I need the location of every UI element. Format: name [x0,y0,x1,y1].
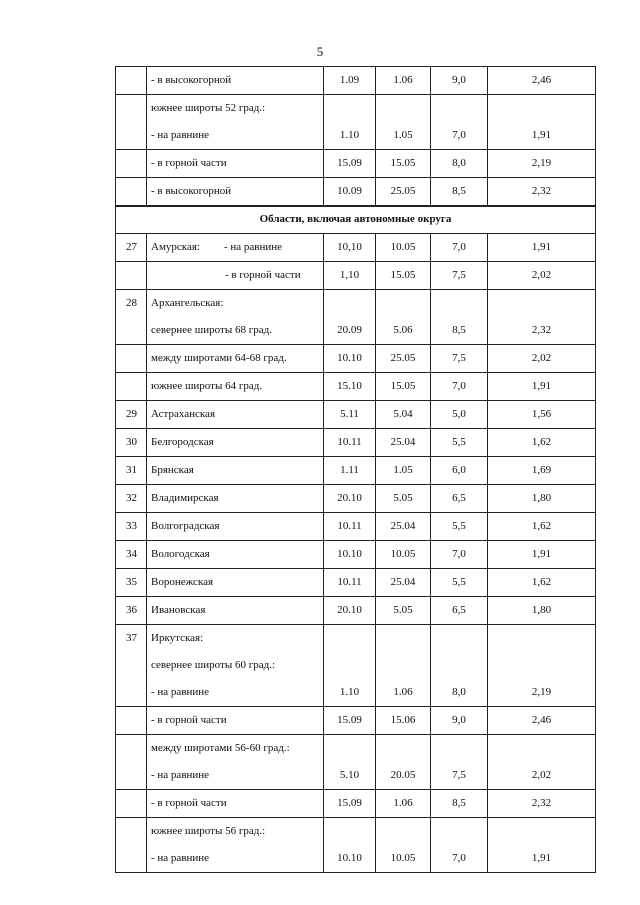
cell-c: 7,0 [431,122,488,150]
row-number [116,818,147,846]
cell-b: 1.06 [376,679,431,707]
cell-d: 2,02 [488,762,596,790]
table-row [116,122,596,150]
cell-a: 20.10 [324,485,376,513]
cell-c: 6,5 [431,597,488,625]
cell-a: 1.10 [324,122,376,150]
table-row [116,429,596,457]
cell-d: 1,91 [488,845,596,873]
cell-a [324,652,376,679]
table-row [116,67,596,95]
cell-b: 1.05 [376,457,431,485]
cell-b: 20.05 [376,762,431,790]
row-number [116,345,147,373]
row-name: - в горной части [147,790,324,818]
row-name: Брянская [147,457,324,485]
region-name: Амурская: [151,241,200,253]
table-row [116,762,596,790]
row-number [116,845,147,873]
amur-block [116,234,596,290]
cell-b: 1.06 [376,67,431,95]
row-name: южнее широты 56 град.: [147,818,324,846]
cell-a: 5.11 [324,401,376,429]
cell-a [324,735,376,763]
cell-b: 5.05 [376,597,431,625]
cell-c: 7,5 [431,262,488,290]
table-row [116,707,596,735]
cell-c: 7,5 [431,345,488,373]
cell-b: 25.04 [376,513,431,541]
row-name: Астраханская [147,401,324,429]
table-row [116,735,596,763]
cell-d: 2,32 [488,790,596,818]
cell-d: 2,32 [488,317,596,345]
row-number [116,679,147,707]
cell-b [376,625,431,653]
row-name [147,234,324,262]
cell-a: 1.10 [324,679,376,707]
row-name: Вологодская [147,541,324,569]
cell-d: 2,46 [488,707,596,735]
table-row [116,457,596,485]
cell-d: 1,91 [488,541,596,569]
cell-a: 10.09 [324,178,376,206]
table-body-top [116,67,596,206]
cell-a: 15.09 [324,150,376,178]
cell-a: 10.10 [324,541,376,569]
row-number [116,707,147,735]
cell-c [431,290,488,318]
cell-c: 5,5 [431,569,488,597]
cell-a: 20.09 [324,317,376,345]
row-number: 34 [116,541,147,569]
cell-b: 5.04 [376,401,431,429]
row-name: - на равнине [147,845,324,873]
section-title: Области, включая автономные округа [116,206,596,234]
cell-a [324,95,376,123]
climate-table [115,66,596,873]
cell-a [324,290,376,318]
row-name: - в высокогорной [147,67,324,95]
cell-a: 10.11 [324,569,376,597]
cell-a: 10.10 [324,845,376,873]
row-name: - на равнине [147,122,324,150]
row-number [116,762,147,790]
cell-a: 20.10 [324,597,376,625]
row-number: 28 [116,290,147,318]
cell-c: 6,5 [431,485,488,513]
cell-d: 2,19 [488,679,596,707]
cell-c: 7,0 [431,845,488,873]
row-name: севернее широты 68 град. [147,317,324,345]
cell-c: 5,5 [431,513,488,541]
cell-c [431,95,488,123]
row-number [116,67,147,95]
row-name: - в горной части [147,262,324,290]
cell-c: 9,0 [431,707,488,735]
row-name: Белгородская [147,429,324,457]
cell-b: 25.04 [376,429,431,457]
cell-c [431,735,488,763]
cell-a: 15.09 [324,707,376,735]
cell-c: 7,0 [431,373,488,401]
table-row [116,317,596,345]
cell-b: 15.05 [376,373,431,401]
row-name: Волгоградская [147,513,324,541]
cell-d [488,625,596,653]
cell-d: 1,91 [488,234,596,262]
cell-a: 15.10 [324,373,376,401]
table-row [116,401,596,429]
table-row [116,95,596,123]
cell-c: 7,0 [431,234,488,262]
row-name: Ивановская [147,597,324,625]
row-name: Иркутская: [147,625,324,653]
row-number [116,122,147,150]
cell-c: 8,5 [431,790,488,818]
row-name: Архангельская: [147,290,324,318]
cell-d: 2,32 [488,178,596,206]
cell-c: 5,5 [431,429,488,457]
row-number [116,373,147,401]
cell-d [488,652,596,679]
cell-c: 8,0 [431,679,488,707]
table-row [116,485,596,513]
section-header [116,206,596,234]
table-row [116,290,596,318]
cell-d: 2,02 [488,262,596,290]
cell-b: 5.05 [376,485,431,513]
table-row [116,373,596,401]
cell-c: 7,0 [431,541,488,569]
row-name: - на равнине [147,762,324,790]
row-number [116,178,147,206]
cell-c: 5,0 [431,401,488,429]
cell-a: 1.09 [324,67,376,95]
cell-b: 10.05 [376,845,431,873]
table-row [116,541,596,569]
cell-d [488,818,596,846]
cell-c: 9,0 [431,67,488,95]
row-number [116,150,147,178]
table-row [116,790,596,818]
table-row [116,569,596,597]
cell-c [431,818,488,846]
cell-c: 8,0 [431,150,488,178]
row-number: 36 [116,597,147,625]
cell-b: 15.05 [376,150,431,178]
cell-a: 10.11 [324,429,376,457]
row-number [116,317,147,345]
row-name: южнее широты 52 град.: [147,95,324,123]
cell-a: 1.11 [324,457,376,485]
table-row [116,178,596,206]
cell-b [376,735,431,763]
row-name: - на равнине [147,679,324,707]
cell-b: 5.06 [376,317,431,345]
cell-a: 10,10 [324,234,376,262]
cell-b: 15.05 [376,262,431,290]
table-row [116,345,596,373]
row-name: южнее широты 64 град. [147,373,324,401]
cell-d: 1,91 [488,373,596,401]
cell-b [376,290,431,318]
table-row [116,652,596,679]
cell-d: 2,02 [488,345,596,373]
cell-a: 10.10 [324,345,376,373]
cell-a [324,818,376,846]
row-name: между широтами 56-60 град.: [147,735,324,763]
row-name: между широтами 64-68 град. [147,345,324,373]
cell-c: 7,5 [431,762,488,790]
cell-d: 1,62 [488,429,596,457]
table-row [116,679,596,707]
cell-a [324,625,376,653]
cell-c [431,652,488,679]
cell-d [488,95,596,123]
cell-d: 2,19 [488,150,596,178]
row-number [116,790,147,818]
table-row [116,625,596,653]
table-body-bottom [116,290,596,873]
cell-d: 1,62 [488,569,596,597]
cell-d [488,735,596,763]
cell-a: 5.10 [324,762,376,790]
row-name: - в высокогорной [147,178,324,206]
row-name: - в горной части [147,707,324,735]
cell-b: 1.05 [376,122,431,150]
row-number: 31 [116,457,147,485]
row-number [116,95,147,123]
table-row [116,845,596,873]
table-row [116,818,596,846]
row-number: 33 [116,513,147,541]
row-number: 27 [116,234,147,262]
cell-d: 1,91 [488,122,596,150]
cell-b: 1.06 [376,790,431,818]
cell-d: 1,80 [488,485,596,513]
table-row [116,513,596,541]
cell-c: 6,0 [431,457,488,485]
cell-b: 25.05 [376,345,431,373]
cell-d [488,290,596,318]
cell-c [431,625,488,653]
row-name: Владимирская [147,485,324,513]
row-number: 29 [116,401,147,429]
cell-b: 10.05 [376,541,431,569]
row-number: 35 [116,569,147,597]
cell-b [376,95,431,123]
cell-d: 2,46 [488,67,596,95]
subzone-label: - на равнине [223,241,283,253]
cell-a: 1,10 [324,262,376,290]
row-number [116,652,147,679]
row-name: - в горной части [147,150,324,178]
row-number: 30 [116,429,147,457]
cell-c: 8,5 [431,317,488,345]
row-number [116,262,147,290]
cell-b: 25.05 [376,178,431,206]
cell-a: 15.09 [324,790,376,818]
cell-d: 1,69 [488,457,596,485]
cell-d: 1,80 [488,597,596,625]
cell-b: 15.06 [376,707,431,735]
table-row [116,597,596,625]
cell-b: 10.05 [376,234,431,262]
row-number: 37 [116,625,147,653]
cell-c: 8,5 [431,178,488,206]
cell-d: 1,62 [488,513,596,541]
cell-b: 25.04 [376,569,431,597]
page-number: 5 [316,44,324,59]
row-number: 32 [116,485,147,513]
cell-b [376,652,431,679]
row-name: Воронежская [147,569,324,597]
table-row [116,150,596,178]
row-number [116,735,147,763]
cell-b [376,818,431,846]
cell-a: 10.11 [324,513,376,541]
row-name: севернее широты 60 град.: [147,652,324,679]
cell-d: 1,56 [488,401,596,429]
